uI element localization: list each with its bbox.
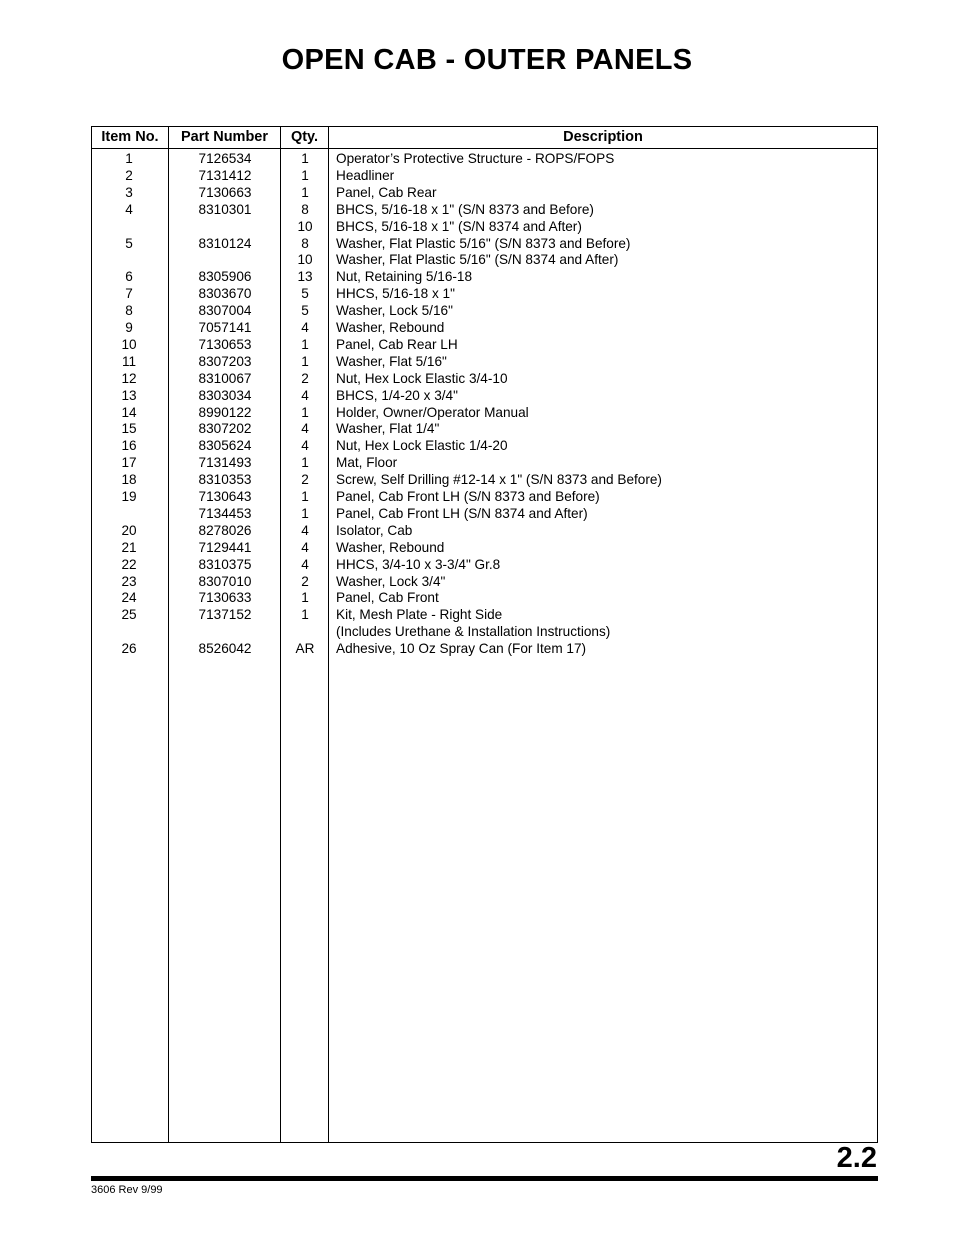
description-cell: Washer, Flat Plastic 5/16" (S/N 8374 and After) — [336, 252, 619, 268]
part-number-cell: 8305624 — [198, 438, 252, 454]
quantity-cell: 1 — [301, 590, 309, 606]
table-row — [92, 302, 877, 319]
header-qty: Qty. — [290, 129, 319, 145]
table-row — [92, 268, 877, 285]
part-number-cell: 8990122 — [198, 404, 252, 420]
part-number-cell: 7134453 — [198, 505, 252, 521]
item-number-cell: 19 — [121, 489, 137, 504]
item-number-cell: 9 — [125, 320, 133, 335]
quantity-cell: 1 — [301, 404, 309, 420]
description-cell: Nut, Retaining 5/16-18 — [336, 269, 473, 285]
description-cell: Adhesive, 10 Oz Spray Can (For Item 17) — [336, 641, 587, 657]
quantity-cell: 5 — [301, 303, 309, 319]
part-number-cell: 8303034 — [198, 387, 252, 403]
description-cell: Washer, Flat Plastic 5/16" (S/N 8373 and Before) — [336, 235, 631, 251]
description-cell: Isolator, Cab — [336, 522, 413, 538]
table-row — [92, 606, 877, 623]
table-row — [92, 370, 877, 387]
quantity-cell: 10 — [297, 252, 313, 268]
table-row — [92, 539, 877, 556]
quantity-cell: AR — [295, 641, 315, 657]
description-cell: Panel, Cab Front LH (S/N 8373 and Before) — [336, 489, 600, 504]
part-number-cell: 8307010 — [198, 573, 252, 589]
item-number-cell: 20 — [121, 522, 137, 538]
item-number-cell: 24 — [121, 590, 137, 606]
part-number-cell: 7137152 — [198, 607, 252, 623]
quantity-cell: 8 — [301, 235, 309, 251]
quantity-cell: 2 — [301, 573, 309, 589]
quantity-cell: 8 — [301, 201, 309, 217]
part-number-cell: 7131412 — [198, 167, 252, 183]
table-row — [92, 556, 877, 573]
table-row — [92, 285, 877, 302]
part-number-cell: 8303670 — [198, 286, 252, 302]
part-number-cell: 8305906 — [198, 269, 252, 285]
quantity-cell: 4 — [301, 556, 309, 572]
table-row — [92, 589, 877, 606]
part-number-cell: 7130653 — [198, 336, 252, 352]
item-number-cell: 1 — [125, 151, 133, 166]
table-row — [92, 454, 877, 471]
part-number-cell: 8307202 — [198, 421, 252, 437]
description-cell: Washer, Flat 5/16" — [336, 353, 447, 369]
item-number-cell: 13 — [121, 387, 137, 403]
part-number-cell: 8526042 — [198, 641, 252, 657]
section-number: 2.2 — [836, 1142, 877, 1174]
quantity-cell: 2 — [301, 370, 309, 386]
quantity-cell: 4 — [301, 387, 309, 403]
part-number-cell: 8310067 — [198, 370, 252, 386]
item-number-cell: 2 — [125, 167, 133, 183]
description-cell: Panel, Cab Rear LH — [336, 336, 458, 352]
quantity-cell: 4 — [301, 421, 309, 437]
table-row — [92, 184, 877, 201]
item-number-cell: 17 — [121, 455, 137, 471]
item-number-cell: 21 — [121, 539, 137, 555]
item-number-cell: 3 — [125, 184, 133, 200]
description-cell: Nut, Hex Lock Elastic 3/4-10 — [336, 370, 508, 386]
part-number-cell: 8307004 — [198, 303, 252, 319]
description-cell: HHCS, 3/4-10 x 3-3/4" Gr.8 — [336, 556, 501, 572]
item-number-cell: 10 — [121, 336, 137, 352]
item-number-cell: 22 — [121, 556, 137, 572]
description-cell: Screw, Self Drilling #12-14 x 1" (S/N 8373 and Before) — [336, 472, 662, 488]
table-row — [92, 522, 877, 539]
description-cell: Washer, Lock 5/16" — [336, 303, 453, 319]
table-row — [92, 235, 877, 252]
description-cell: Nut, Hex Lock Elastic 1/4-20 — [336, 438, 508, 454]
table-row — [92, 150, 877, 167]
item-number-cell: 18 — [121, 472, 137, 488]
item-number-cell: 16 — [121, 438, 137, 454]
description-cell: Panel, Cab Rear — [336, 184, 437, 200]
quantity-cell: 1 — [301, 353, 309, 369]
header-part-number: Part Number — [180, 129, 269, 145]
part-number-cell: 7057141 — [198, 320, 252, 335]
part-number-cell: 8310353 — [198, 472, 252, 488]
table-row — [92, 251, 877, 268]
item-number-cell: 26 — [121, 641, 137, 657]
description-cell: Washer, Rebound — [336, 539, 445, 555]
table-row — [92, 387, 877, 404]
item-number-cell: 5 — [125, 235, 133, 251]
table-row — [92, 353, 877, 370]
table-row — [92, 319, 877, 336]
description-cell: Washer, Rebound — [336, 320, 445, 335]
description-cell: (Includes Urethane & Installation Instructions) — [336, 624, 611, 640]
quantity-cell: 2 — [301, 472, 309, 488]
table-row — [92, 437, 877, 454]
part-number-cell: 7131493 — [198, 455, 252, 471]
page-title: OPEN CAB - OUTER PANELS — [281, 44, 693, 76]
part-number-cell: 8310375 — [198, 556, 252, 572]
item-number-cell: 12 — [121, 370, 137, 386]
part-number-cell: 7130633 — [198, 590, 252, 606]
footer-rule — [91, 1176, 878, 1181]
part-number-cell: 8310124 — [198, 235, 252, 251]
description-cell: Panel, Cab Front LH (S/N 8374 and After) — [336, 505, 588, 521]
quantity-cell: 1 — [301, 151, 309, 166]
parts-table — [91, 126, 878, 1143]
item-number-cell: 14 — [121, 404, 137, 420]
quantity-cell: 1 — [301, 167, 309, 183]
item-number-cell: 11 — [121, 353, 137, 369]
quantity-cell: 4 — [301, 438, 309, 454]
description-cell: Washer, Lock 3/4" — [336, 573, 446, 589]
table-row — [92, 201, 877, 218]
description-cell: Mat, Floor — [336, 455, 398, 471]
item-number-cell: 4 — [125, 201, 133, 217]
part-number-cell: 8278026 — [198, 522, 252, 538]
table-row — [92, 167, 877, 184]
quantity-cell: 1 — [301, 336, 309, 352]
quantity-cell: 1 — [301, 489, 309, 504]
item-number-cell: 6 — [125, 269, 133, 285]
description-cell: Operator’s Protective Structure - ROPS/FOPS — [336, 151, 615, 166]
description-cell: BHCS, 5/16-18 x 1" (S/N 8374 and After) — [336, 218, 582, 234]
table-row — [92, 420, 877, 437]
quantity-cell: 5 — [301, 286, 309, 302]
description-cell: Headliner — [336, 167, 395, 183]
table-row — [92, 505, 877, 522]
table-row — [92, 488, 877, 505]
quantity-cell: 1 — [301, 505, 309, 521]
description-cell: Washer, Flat 1/4" — [336, 421, 440, 437]
part-number-cell: 7130663 — [198, 184, 252, 200]
footer-revision: 3606 Rev 9/99 — [91, 1184, 163, 1196]
header-item-no: Item No. — [101, 129, 159, 145]
description-cell: HHCS, 5/16-18 x 1" — [336, 286, 455, 302]
quantity-cell: 4 — [301, 539, 309, 555]
table-header — [92, 127, 877, 149]
description-cell: BHCS, 1/4-20 x 3/4" — [336, 387, 458, 403]
table-row — [92, 471, 877, 488]
item-number-cell: 8 — [125, 303, 133, 319]
description-cell: Holder, Owner/Operator Manual — [336, 404, 529, 420]
part-number-cell: 8310301 — [198, 201, 252, 217]
header-description: Description — [563, 129, 643, 145]
quantity-cell: 13 — [297, 269, 313, 285]
quantity-cell: 1 — [301, 607, 309, 623]
table-row — [92, 640, 877, 657]
table-row — [92, 573, 877, 590]
table-row — [92, 218, 877, 235]
item-number-cell: 23 — [121, 573, 137, 589]
item-number-cell: 15 — [121, 421, 137, 437]
quantity-cell: 1 — [301, 455, 309, 471]
description-cell: BHCS, 5/16-18 x 1" (S/N 8373 and Before) — [336, 201, 594, 217]
part-number-cell: 7126534 — [198, 151, 252, 166]
item-number-cell: 25 — [121, 607, 137, 623]
quantity-cell: 1 — [301, 184, 309, 200]
description-cell: Panel, Cab Front — [336, 590, 439, 606]
table-row — [92, 336, 877, 353]
part-number-cell: 8307203 — [198, 353, 252, 369]
quantity-cell: 4 — [301, 320, 309, 335]
quantity-cell: 10 — [297, 218, 313, 234]
part-number-cell: 7130643 — [198, 489, 252, 504]
quantity-cell: 4 — [301, 522, 309, 538]
table-row — [92, 404, 877, 421]
description-cell: Kit, Mesh Plate - Right Side — [336, 607, 503, 623]
item-number-cell: 7 — [125, 286, 133, 302]
table-row — [92, 623, 877, 640]
part-number-cell: 7129441 — [198, 539, 252, 555]
